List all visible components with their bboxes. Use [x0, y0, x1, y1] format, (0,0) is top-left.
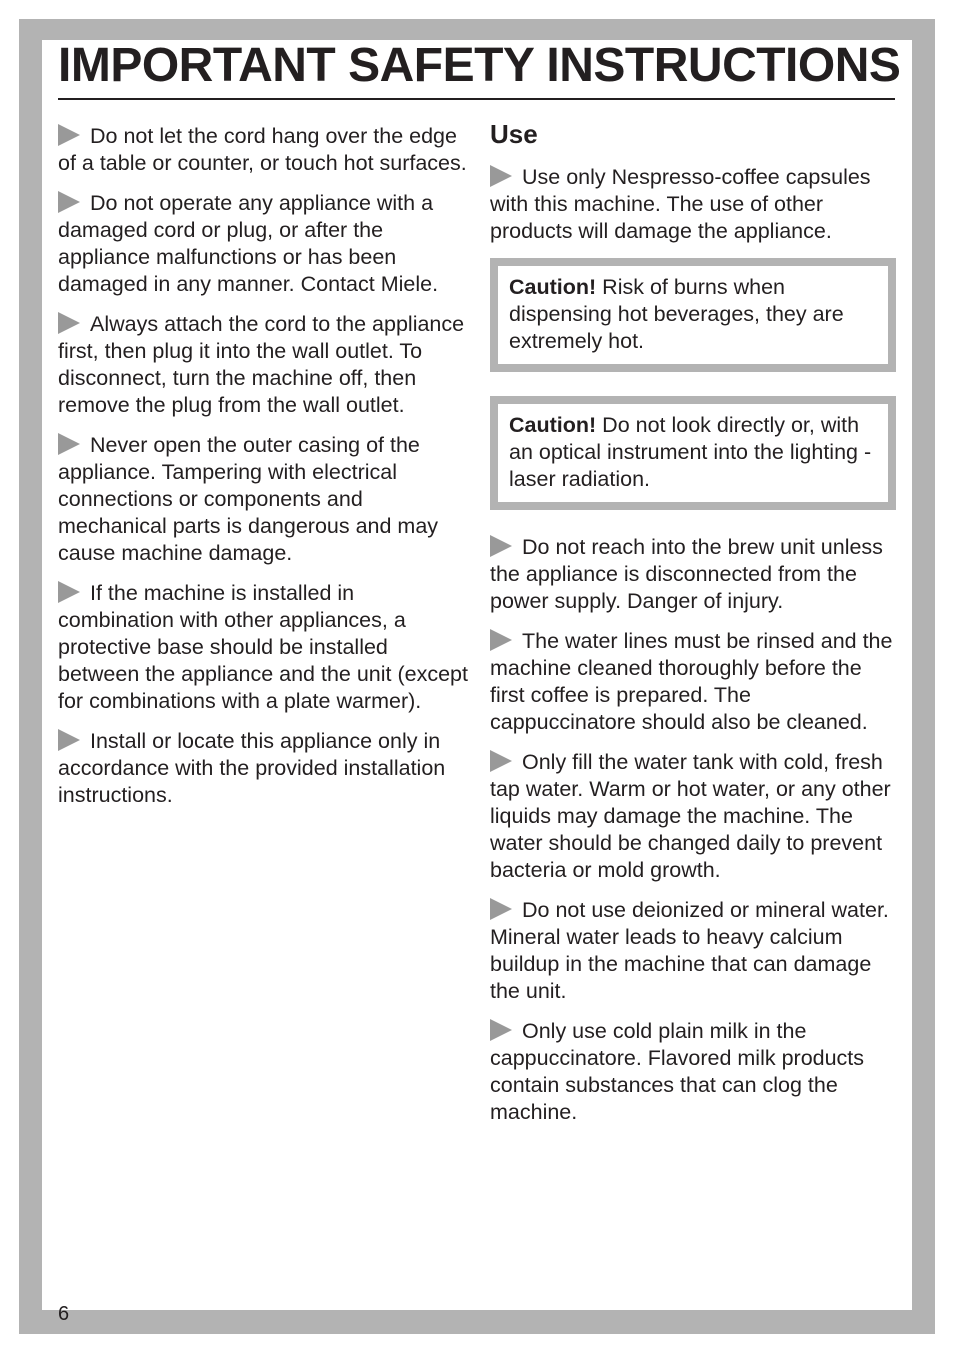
caution-label: Caution!	[509, 275, 597, 299]
instruction-text: Do not operate any appliance with a damaged cord or plug, or after the appliance malfunctions or has been damaged in any manner. Contact Miele.	[58, 191, 439, 296]
play-arrow-icon	[490, 535, 512, 557]
caution-text: Risk of burns when dispensing hot beverages, they are extremely hot.	[509, 275, 844, 353]
play-arrow-icon	[490, 629, 512, 651]
play-arrow-icon	[490, 898, 512, 920]
instruction-item	[58, 728, 468, 809]
instruction-text: Always attach the cord to the appliance first, then plug it into the wall outlet. To disconnect, turn the machine off, then remove the plug from the wall outlet.	[58, 312, 465, 417]
caution-box	[490, 396, 896, 510]
instruction-item	[490, 897, 900, 1005]
play-arrow-icon	[58, 433, 80, 455]
left-column	[58, 123, 468, 822]
play-arrow-icon	[58, 191, 80, 213]
instruction-text: Only use cold plain milk in the cappuccinatore. Flavored milk products contain substances that can clog the machine.	[490, 1019, 865, 1124]
page-number: 6	[58, 1303, 70, 1325]
play-arrow-icon	[58, 312, 80, 334]
instruction-item	[490, 164, 900, 245]
instruction-text: Never open the outer casing of the appliance. Tampering with electrical connections or components and mechanical parts is dangerous and may cause machine damage.	[58, 433, 439, 565]
instruction-text: Only fill the water tank with cold, fresh tap water. Warm or hot water, or any other liquids may damage the machine. The water should be changed daily to prevent bacteria or mold growth.	[490, 750, 891, 882]
title-rule	[58, 98, 895, 100]
instruction-item	[490, 1018, 900, 1126]
instruction-text: Do not reach into the brew unit unless the appliance is disconnected from the power supply. Danger of injury.	[490, 535, 883, 613]
play-arrow-icon	[58, 581, 80, 603]
instruction-text: Use only Nespresso-coffee capsules with this machine. The use of other products will damage the appliance.	[490, 165, 871, 243]
instruction-text: The water lines must be rinsed and the machine cleaned thoroughly before the first coffee is prepared. The cappuccinatore should also be cleaned.	[490, 629, 893, 734]
caution-label: Caution!	[509, 413, 597, 437]
instruction-item	[490, 628, 900, 736]
instruction-text: If the machine is installed in combination with other appliances, a protective base should be installed between the appliance and the unit (except for combinations with a plate warmer).	[58, 581, 468, 713]
instruction-text: Install or locate this appliance only in accordance with the provided installation instructions.	[58, 729, 446, 807]
instruction-item	[490, 534, 900, 615]
instruction-item	[490, 749, 900, 884]
instruction-text: Do not let the cord hang over the edge of a table or counter, or touch hot surfaces.	[58, 124, 467, 175]
page-title: IMPORTANT SAFETY INSTRUCTIONS	[58, 39, 901, 92]
play-arrow-icon	[58, 729, 80, 751]
play-arrow-icon	[58, 124, 80, 146]
instruction-item	[58, 123, 468, 177]
caution-text: Do not look directly or, with an optical instrument into the lighting - laser radiation.	[509, 413, 872, 491]
section-title-use: Use	[490, 119, 538, 149]
instruction-text: Do not use deionized or mineral water. Mineral water leads to heavy calcium buildup in the machine that can damage the unit.	[490, 898, 889, 1003]
play-arrow-icon	[490, 750, 512, 772]
right-column	[490, 118, 900, 1139]
instruction-item	[58, 432, 468, 567]
instruction-item	[58, 580, 468, 715]
play-arrow-icon	[490, 1019, 512, 1041]
play-arrow-icon	[490, 165, 512, 187]
caution-box	[490, 258, 896, 372]
instruction-item	[58, 190, 468, 298]
instruction-item	[58, 311, 468, 419]
